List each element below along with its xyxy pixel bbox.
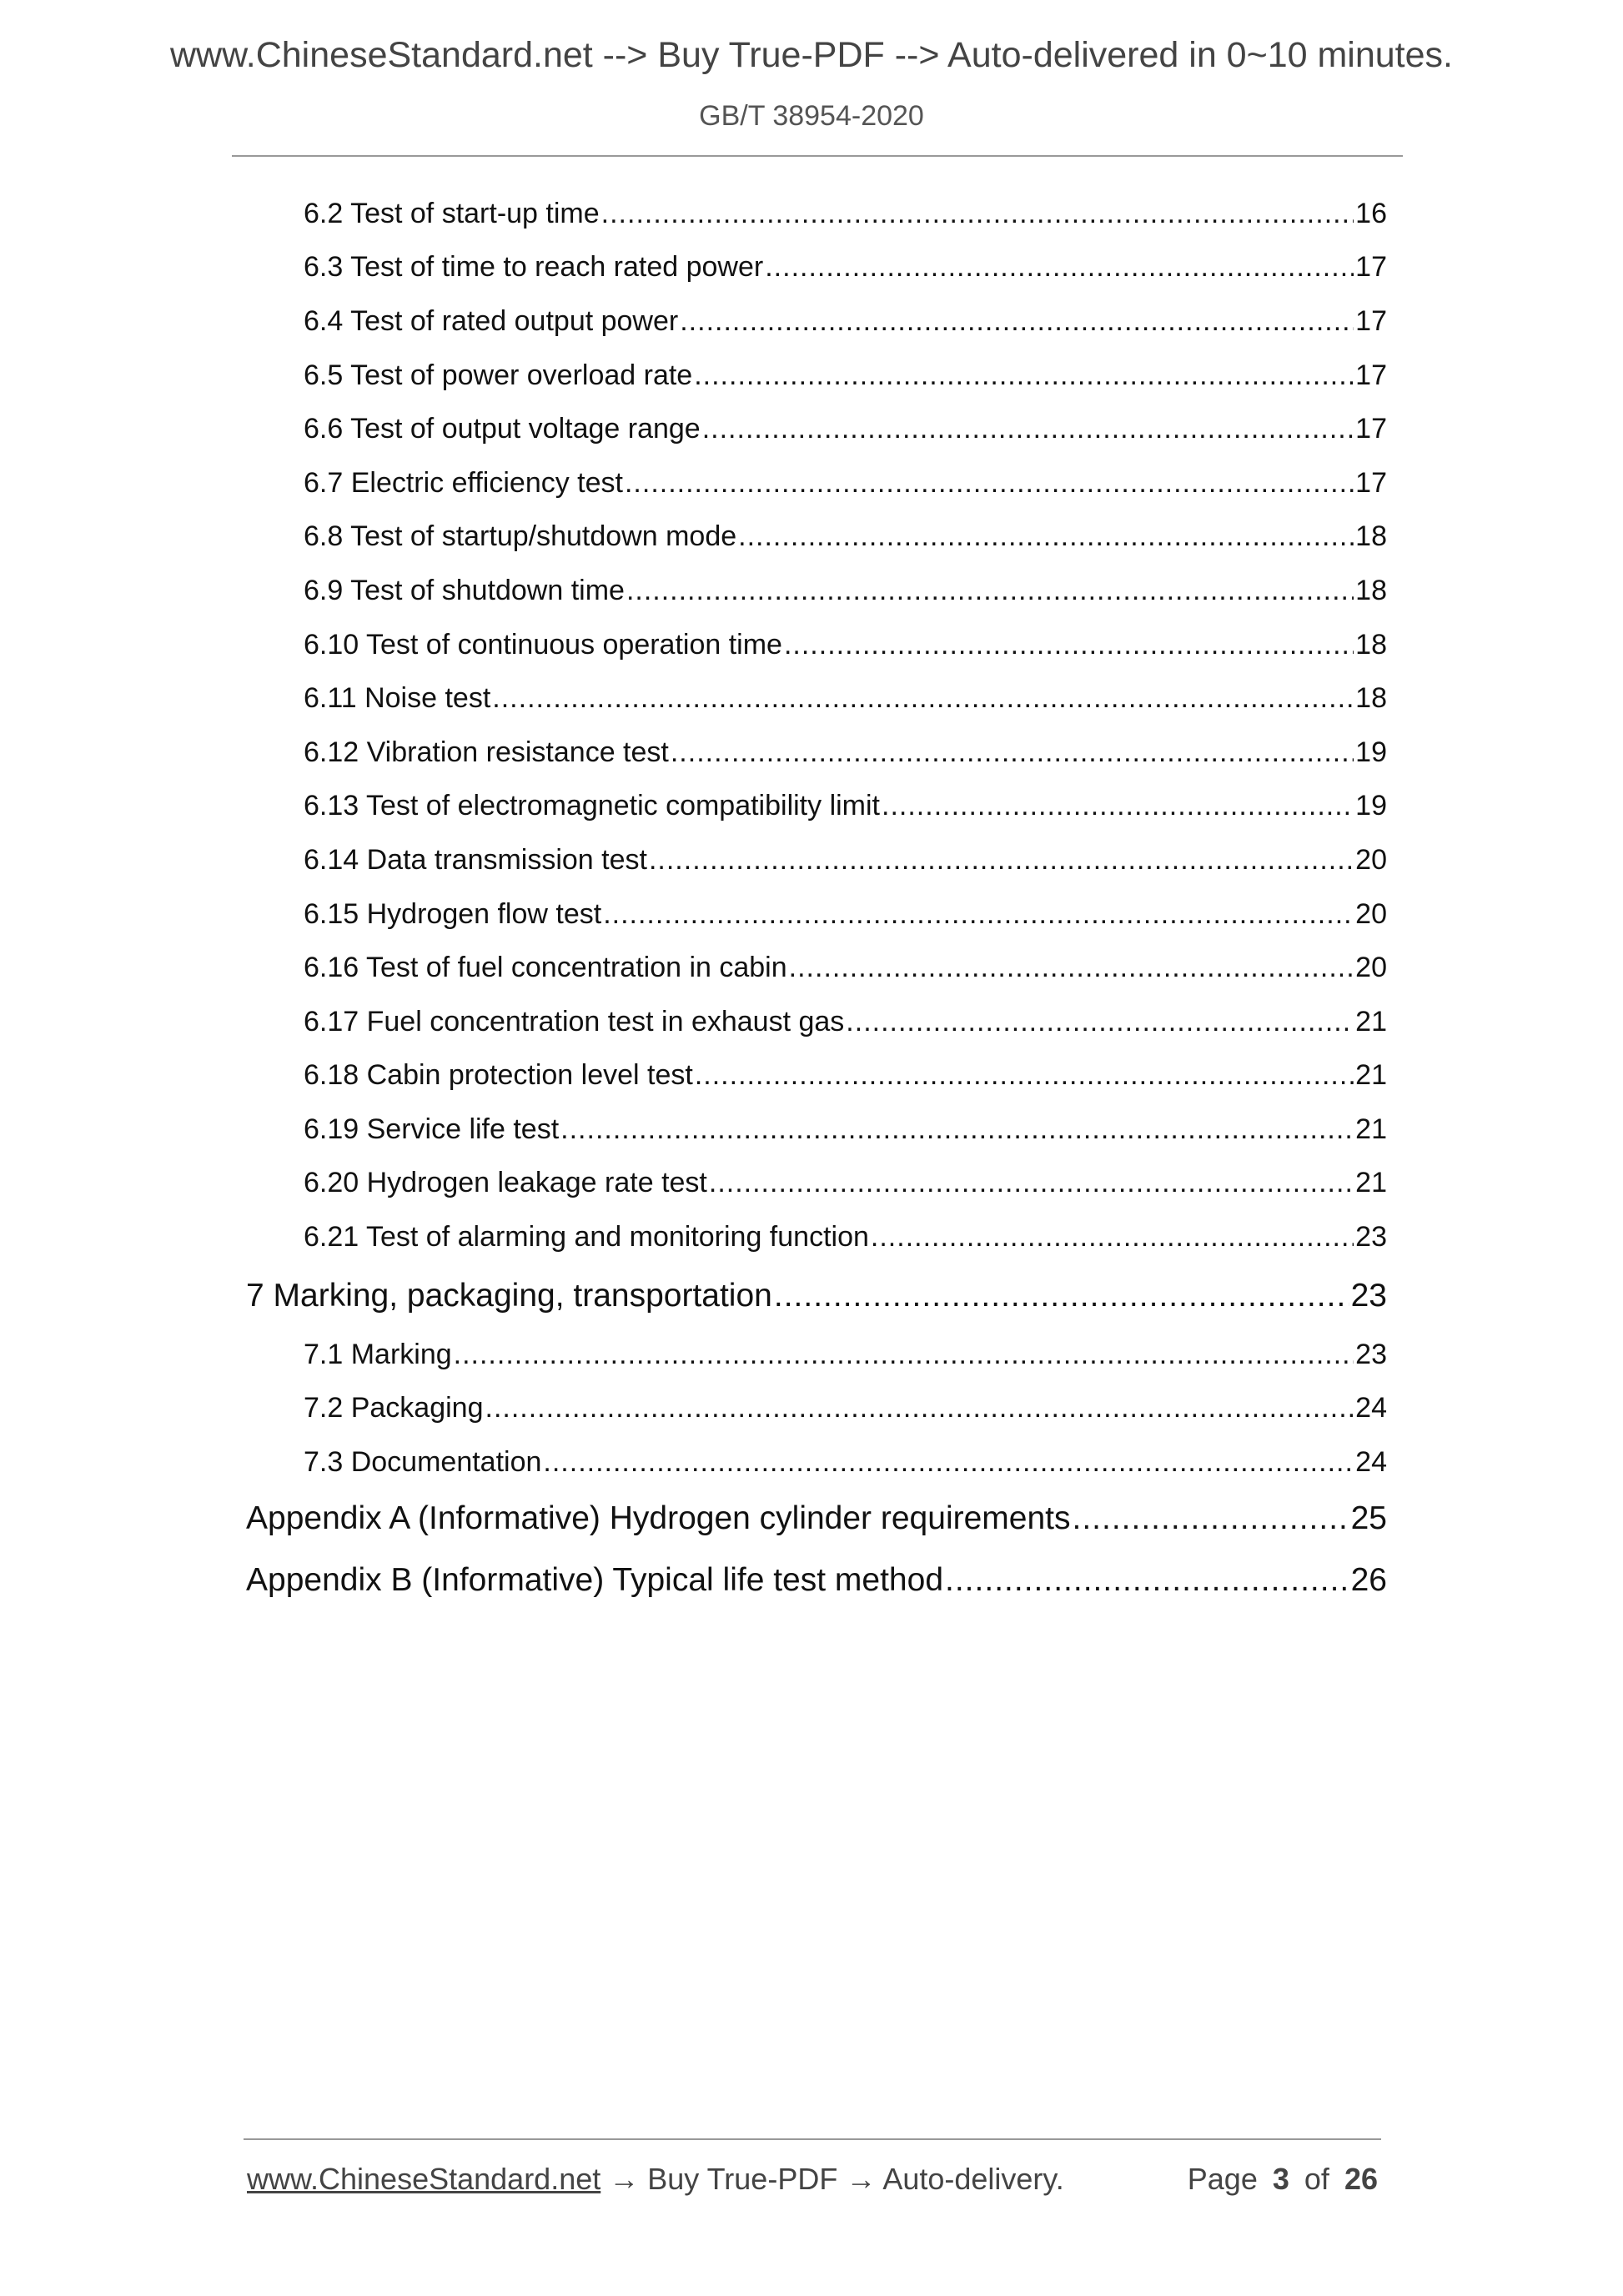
toc-entry-label: 6.5 Test of power overload rate (304, 359, 693, 391)
toc-entry-label: 6.19 Service life test (304, 1113, 560, 1145)
toc-entry-label: 6.8 Test of startup/shutdown mode (304, 520, 737, 553)
toc-entry-label: 6.17 Fuel concentration test in exhaust gas (304, 1005, 845, 1037)
toc-entry-label: Appendix B (Informative) Typical life test method (246, 1561, 944, 1598)
toc-entry[interactable] (246, 833, 1387, 887)
dot-leader (485, 1392, 1354, 1424)
dot-leader (603, 898, 1354, 931)
dot-leader (454, 1339, 1354, 1371)
toc-entry-page: 21 (1355, 1005, 1387, 1037)
toc-entry-label: 6.11 Noise test (304, 682, 491, 715)
toc-entry-page: 16 (1355, 197, 1387, 229)
toc-entry-label: Appendix A (Informative) Hydrogen cylinder requirements (246, 1500, 1071, 1536)
toc-entry-label: 6.14 Data transmission test (304, 843, 647, 876)
dot-leader (784, 629, 1354, 661)
toc-entry[interactable] (246, 1490, 1387, 1548)
toc-entry[interactable] (246, 1435, 1387, 1490)
dot-leader (625, 467, 1354, 500)
toc-entry-label: 6.21 Test of alarming and monitoring function (304, 1221, 869, 1254)
dot-leader (543, 1446, 1354, 1479)
toc-entry[interactable] (246, 187, 1387, 241)
toc-entry[interactable] (246, 1264, 1387, 1328)
toc-entry[interactable] (246, 349, 1387, 403)
dot-leader (945, 1562, 1349, 1599)
dot-leader (492, 682, 1354, 715)
toc-entry[interactable] (246, 564, 1387, 618)
toc-entry-page: 18 (1355, 574, 1387, 606)
toc-entry-page: 18 (1355, 520, 1387, 553)
toc-entry[interactable] (246, 995, 1387, 1049)
toc-entry-page: 18 (1355, 628, 1387, 661)
page-footer (247, 2162, 1378, 2197)
footer-left (247, 2162, 1064, 2197)
toc-entry-label: 6.10 Test of continuous operation time (304, 628, 782, 661)
dot-leader (882, 790, 1354, 822)
toc-entry[interactable] (246, 1328, 1387, 1382)
toc-entry-page: 20 (1355, 897, 1387, 930)
dot-leader (702, 413, 1354, 445)
dot-leader (709, 1167, 1354, 1199)
dot-leader (774, 1278, 1349, 1314)
dot-leader (694, 359, 1354, 392)
toc-entry[interactable] (246, 1548, 1387, 1613)
toc-entry-label: 6.7 Electric efficiency test (304, 466, 623, 499)
toc-entry-page: 26 (1350, 1561, 1387, 1598)
dot-leader (680, 305, 1354, 338)
toc-entry-label: 6.20 Hydrogen leakage rate test (304, 1167, 707, 1199)
toc-entry[interactable] (246, 671, 1387, 726)
toc-entry-page: 17 (1355, 413, 1387, 445)
toc-entry-page: 24 (1355, 1445, 1387, 1478)
toc-entry-page: 21 (1355, 1113, 1387, 1145)
standard-number: GB/T 38954-2020 (699, 100, 924, 132)
toc-entry-page: 23 (1355, 1221, 1387, 1254)
toc-entry-label: 6.3 Test of time to reach rated power (304, 251, 764, 284)
toc-entry[interactable] (246, 726, 1387, 780)
toc-entry-label: 7.1 Marking (304, 1338, 452, 1370)
toc-entry-page: 23 (1350, 1277, 1387, 1314)
page-total: 26 (1344, 2162, 1378, 2196)
table-of-contents (246, 187, 1387, 1613)
toc-entry[interactable] (246, 294, 1387, 349)
toc-entry-label: 6.15 Hydrogen flow test (304, 897, 602, 930)
page-word: Page (1187, 2162, 1258, 2196)
dot-leader (871, 1221, 1354, 1254)
dot-leader (671, 736, 1354, 769)
toc-entry-label: 6.12 Vibration resistance test (304, 736, 669, 768)
dot-leader (765, 251, 1354, 284)
of-word: of (1304, 2162, 1329, 2196)
footer-site-link[interactable]: www.ChineseStandard.net (247, 2162, 601, 2196)
toc-entry[interactable] (246, 1049, 1387, 1103)
toc-entry[interactable] (246, 941, 1387, 995)
toc-entry-page: 17 (1355, 359, 1387, 391)
toc-entry-page: 19 (1355, 736, 1387, 768)
toc-entry-label: 7.3 Documentation (304, 1445, 542, 1478)
dot-leader (789, 952, 1354, 984)
page-indicator (1181, 2162, 1378, 2197)
toc-entry-label: 7 Marking, packaging, transportation (246, 1277, 772, 1314)
toc-entry-label: 6.6 Test of output voltage range (304, 413, 701, 445)
toc-entry[interactable] (246, 1381, 1387, 1435)
dot-leader (560, 1113, 1354, 1146)
toc-entry-page: 17 (1355, 251, 1387, 284)
toc-entry[interactable] (246, 618, 1387, 672)
toc-entry[interactable] (246, 241, 1387, 295)
toc-entry-page: 19 (1355, 790, 1387, 822)
toc-entry-page: 21 (1355, 1167, 1387, 1199)
toc-entry-page: 18 (1355, 682, 1387, 715)
dot-leader (626, 575, 1354, 607)
dot-leader (846, 1006, 1354, 1038)
footer-tagline: → Buy True-PDF → Auto-delivery. (600, 2162, 1064, 2196)
header-banner: www.ChineseStandard.net --> Buy True-PDF --> Auto-delivered in 0~10 minutes. (169, 35, 1453, 75)
dot-leader (649, 844, 1354, 877)
toc-entry-label: 6.2 Test of start-up time (304, 197, 600, 229)
page-current: 3 (1272, 2162, 1289, 2196)
toc-entry-label: 6.16 Test of fuel concentration in cabin (304, 952, 787, 984)
toc-entry-page: 21 (1355, 1059, 1387, 1092)
toc-entry-page: 23 (1355, 1338, 1387, 1370)
toc-entry-label: 6.9 Test of shutdown time (304, 574, 625, 606)
toc-entry[interactable] (246, 780, 1387, 834)
toc-entry[interactable] (246, 887, 1387, 942)
toc-entry-page: 20 (1355, 952, 1387, 984)
toc-entry[interactable] (246, 1210, 1387, 1264)
toc-entry[interactable] (246, 1103, 1387, 1157)
toc-entry-page: 24 (1355, 1392, 1387, 1424)
toc-entry[interactable] (246, 510, 1387, 565)
toc-entry[interactable] (246, 456, 1387, 510)
toc-entry-label: 6.4 Test of rated output power (304, 304, 679, 337)
footer-divider (244, 2138, 1381, 2140)
toc-entry-page: 17 (1355, 466, 1387, 499)
header-divider (232, 155, 1403, 157)
dot-leader (1072, 1500, 1349, 1537)
toc-entry[interactable] (246, 1157, 1387, 1211)
toc-entry-label: 7.2 Packaging (304, 1392, 484, 1424)
toc-entry-page: 20 (1355, 843, 1387, 876)
dot-leader (601, 198, 1354, 230)
dot-leader (738, 520, 1354, 553)
dot-leader (695, 1059, 1354, 1092)
toc-entry-label: 6.13 Test of electromagnetic compatibility limit (304, 790, 881, 822)
toc-entry-page: 17 (1355, 304, 1387, 337)
toc-entry[interactable] (246, 402, 1387, 456)
toc-entry-label: 6.18 Cabin protection level test (304, 1059, 693, 1092)
toc-entry-page: 25 (1350, 1500, 1387, 1536)
